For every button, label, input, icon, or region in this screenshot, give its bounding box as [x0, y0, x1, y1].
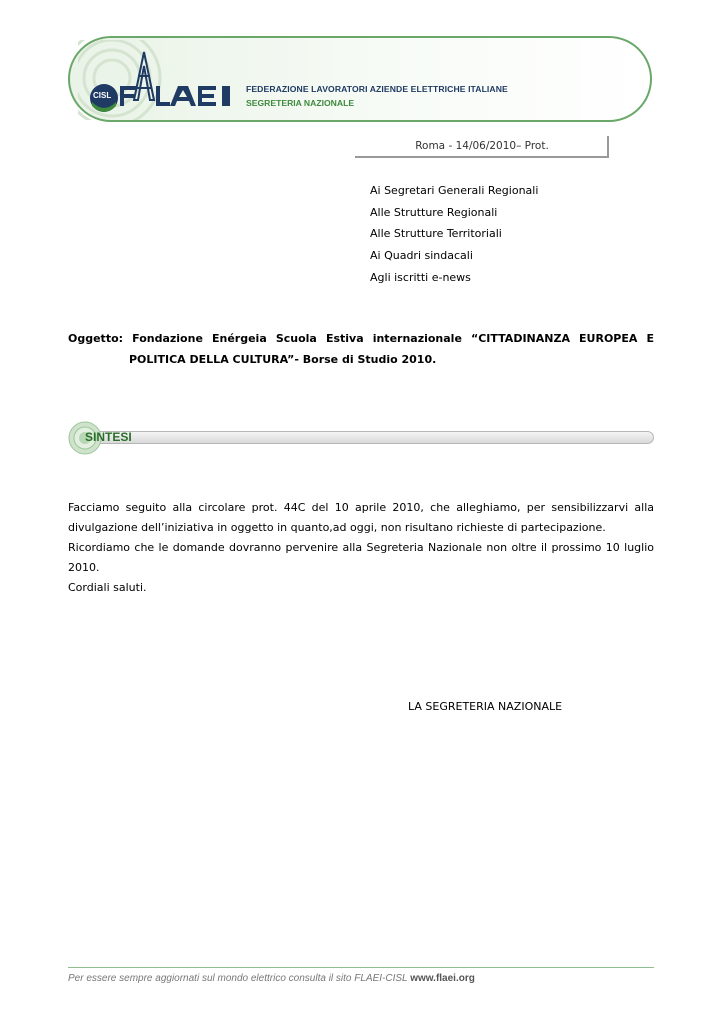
subject-word: Estiva: [325, 332, 364, 345]
body-line: Facciamo seguito alla circolare prot. 44C del 10 aprile 2010, che alleghiamo, per sensibilizzarvi alla: [68, 501, 654, 514]
subject-word: EUROPEA: [579, 332, 638, 345]
subject-line-1: [68, 328, 654, 349]
subject-word: Enérgeia: [211, 332, 267, 345]
recipients-list: [370, 180, 538, 289]
subject-word: Fondazione: [132, 332, 203, 345]
federation-name: FEDERAZIONE LAVORATORI AZIENDE ELETTRICHE ITALIANE: [246, 84, 508, 94]
subject-label: Oggetto:: [68, 332, 124, 345]
subject-word: “CITTADINANZA: [471, 332, 570, 345]
recipient: Ai Quadri sindacali: [370, 249, 473, 263]
recipient: Alle Strutture Regionali: [370, 205, 498, 219]
subject-line-2: POLITICA DELLA CULTURA”- Borse di Studio 2010.: [129, 353, 437, 366]
date-line: Roma - 14/06/2010– Prot.: [415, 140, 549, 152]
cisl-badge-label: CISL: [93, 91, 112, 100]
subject-word: internazionale: [372, 332, 462, 345]
sintesi-heading: SINTESI: [85, 430, 132, 444]
body-line: divulgazione dell’iniziativa in oggetto in quanto,ad oggi, non risultano richieste di partecipazione.: [68, 521, 606, 534]
footer-link[interactable]: www.flaei.org: [410, 973, 475, 984]
recipient: Ai Segretari Generali Regionali: [370, 184, 539, 197]
secretariat-name: SEGRETERIA NAZIONALE: [246, 98, 355, 108]
subject-word: Scuola: [275, 332, 317, 345]
signature: LA SEGRETERIA NAZIONALE: [408, 700, 563, 713]
body-line: Ricordiamo che le domande dovranno pervenire alla Segreteria Nazionale non oltre il prossimo 10 luglio: [68, 541, 654, 554]
body-line: Cordiali saluti.: [68, 581, 147, 594]
footer-text: Per essere sempre aggiornati sul mondo elettrico consulta il sito FLAEI-CISL: [68, 973, 411, 984]
flaei-logo: [78, 40, 248, 120]
subject-word: E: [646, 332, 654, 345]
body-text: [68, 498, 654, 598]
recipient: Alle Strutture Territoriali: [370, 227, 502, 241]
subject-block: [68, 328, 654, 370]
sintesi-bar: [70, 431, 654, 444]
body-line: 2010.: [68, 561, 100, 574]
footer: [68, 973, 475, 984]
recipient: Agli iscritti e-news: [370, 270, 471, 284]
footer-divider: [68, 967, 654, 968]
